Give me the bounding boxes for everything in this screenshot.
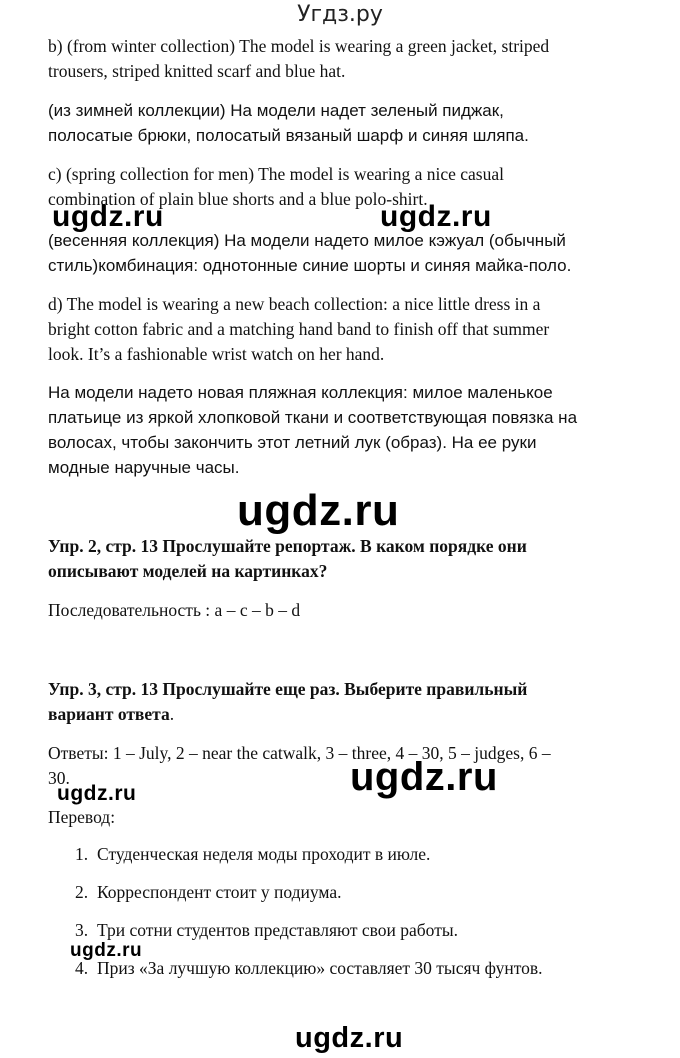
item-number: 4.: [75, 958, 89, 978]
text-line: trousers, striped knitted scarf and blue hat.: [48, 61, 346, 81]
item-text: Корреспондент стоит у подиума.: [97, 882, 342, 902]
watermark: ugdz.ru: [350, 755, 498, 799]
item-number: 3.: [75, 920, 89, 940]
text-line: стиль)комбинация: однотонные синие шорты и синяя майка-поло.: [48, 256, 572, 275]
exercise-2-answer: Последовательность : a – c – b – d: [48, 600, 301, 620]
exercise-3-answers: [48, 741, 648, 791]
text-line: c) (spring collection for men) The model is wearing a nice casual: [48, 164, 504, 184]
text-line: модные наручные часы.: [48, 458, 240, 477]
heading-bold-part: вариант ответа: [48, 704, 170, 724]
heading-line: Упр. 3, стр. 13 Прослушайте еще раз. Выберите правильный: [48, 679, 528, 699]
watermark: ugdz.ru: [70, 940, 143, 961]
site-title: Угдз.ру: [297, 2, 383, 27]
list-item: [75, 880, 342, 905]
heading-line: Упр. 2, стр. 13 Прослушайте репортаж. В каком порядке они: [48, 536, 527, 556]
item-number: 1.: [75, 844, 89, 864]
text-line: d) The model is wearing a new beach collection: a nice little dress in a: [48, 294, 541, 314]
watermark: ugdz.ru: [52, 200, 164, 233]
item-number: 2.: [75, 882, 89, 902]
text-line: Ответы: 1 – July, 2 – near the catwalk, 3 – three, 4 – 30, 5 – judges, 6 –: [48, 743, 551, 763]
text-line: волосах, чтобы закончить этот летний лук (образ). На ее руки: [48, 433, 537, 452]
watermark: ugdz.ru: [380, 200, 492, 233]
paragraph-d-english: [48, 292, 648, 367]
text-line: combination of plain blue shorts and a blue polo-shirt.: [48, 189, 428, 209]
text-line: (из зимней коллекции) На модели надет зеленый пиджак,: [48, 101, 504, 120]
text-line: bright cotton fabric and a matching hand band to finish off that summer: [48, 319, 550, 339]
item-text: Приз «За лучшую коллекцию» составляет 30 тысяч фунтов.: [97, 958, 543, 978]
text-line: look. It’s a fashionable wrist watch on her hand.: [48, 344, 385, 364]
list-item: [75, 842, 430, 867]
heading-line: описывают моделей на картинках?: [48, 561, 328, 581]
watermark: ugdz.ru: [57, 782, 137, 805]
text-line: платьице из яркой хлопковой ткани и соответствующая повязка на: [48, 408, 578, 427]
heading-line: [48, 702, 608, 727]
watermark: ugdz.ru: [237, 486, 400, 535]
item-text: Три сотни студентов представляют свои работы.: [97, 920, 458, 940]
item-text: Студенческая неделя моды проходит в июле.: [97, 844, 431, 864]
text-line: (весенняя коллекция) На модели надето милое кэжуал (обычный: [48, 231, 566, 250]
translation-label: Перевод:: [48, 807, 116, 827]
exercise-2-heading: [48, 534, 608, 584]
text-line: b) (from winter collection) The model is wearing a green jacket, striped: [48, 36, 550, 56]
paragraph-d-russian: [48, 380, 648, 480]
list-item: [75, 956, 543, 981]
exercise-3-heading: [48, 677, 608, 727]
heading-tail: .: [169, 704, 175, 724]
paragraph-c-russian: [48, 228, 648, 278]
text-line: полосатые брюки, полосатый вязаный шарф и синяя шляпа.: [48, 126, 529, 145]
watermark: ugdz.ru: [295, 1022, 404, 1054]
text-line: На модели надето новая пляжная коллекция: милое маленькое: [48, 383, 553, 402]
text-line: 30.: [48, 768, 70, 788]
paragraph-b-english: [48, 34, 648, 84]
paragraph-b-russian: [48, 98, 648, 148]
